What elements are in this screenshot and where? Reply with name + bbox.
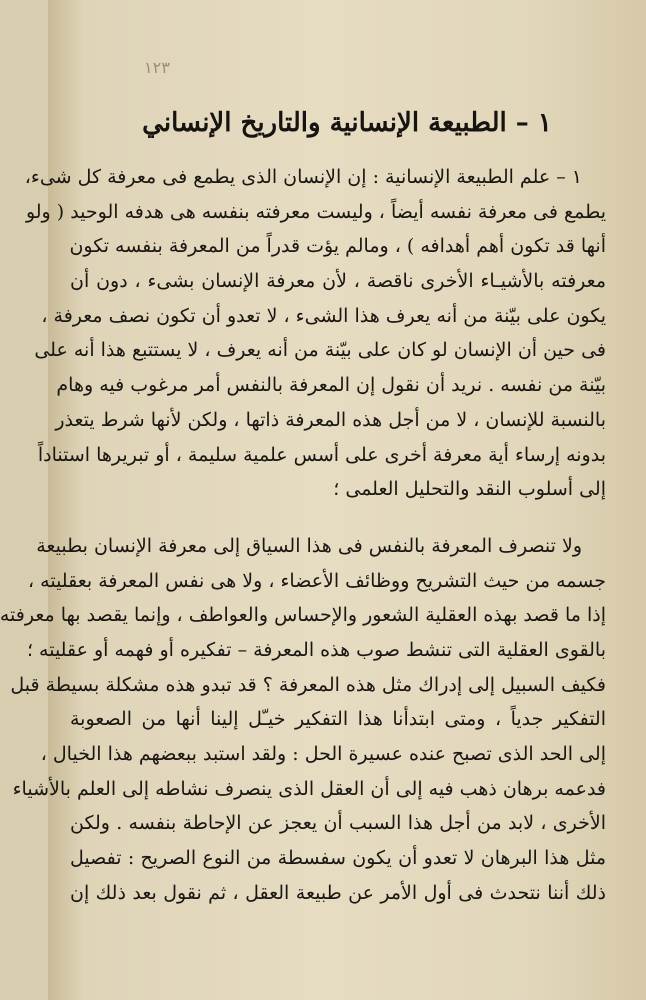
text-line: إذا ما قصد بهذه العقلية الشعور والإحساس والعواطف ، وإنما يقصد بها معرفته: [0, 604, 606, 627]
paragraph-2: [0, 529, 606, 911]
body-text: [0, 160, 606, 910]
text-line: فدعمه برهان ذهب فيه إلى أن العقل الذى ينصرف نشاطه إلى العلم بالأشياء: [12, 777, 606, 800]
paragraph-1: [24, 160, 606, 507]
chapter-title: ١ – الطبيعة الإنسانية والتاريخ الإنساني: [142, 108, 552, 138]
text-line: الأخرى ، لابد من أجل هذا السبب أن يعجز عن الإحاطة بنفسه . ولكن: [70, 812, 606, 835]
text-line: فكيف السبيل إلى إدراك مثل هذه المعرفة ؟ قد تبدو هذه مشكلة بسيطة قبل: [10, 673, 606, 696]
text-line: التفكير جدياً ، ومتى ابتدأنا هذا التفكير خيـّل إلينا أنها من الصعوبة: [70, 708, 606, 731]
text-line: يكون على بيّنة من أنه يعرف هذا الشىء ، لا تعدو أن تكون نصف معرفة ،: [41, 304, 606, 327]
text-line: ١ – علم الطبيعة الإنسانية : إن الإنسان الذى يطمع فى معرفة كل شىء،: [24, 166, 582, 188]
text-line: جسمه من حيث التشريح ووظائف الأعضاء ، ولا هى نفس المعرفة بعقليته ،: [27, 569, 606, 592]
text-line: ذلك أننا نتحدث فى أول الأمر عن طبيعة العقل ، ثم نقول بعد ذلك إن: [70, 881, 606, 904]
text-line: معرفته بالأشيـاء الأخرى ناقصة ، لأن معرفة الإنسان بشىء ، دون أن: [70, 270, 606, 293]
page-number: ١٢٣: [144, 58, 170, 77]
text-line: يطمع فى معرفة نفسه أيضاً ، وليست معرفته بنفسه هى هدفه الوحيد ( ولو: [25, 200, 606, 223]
text-line: بالقوى العقلية التى تنشط صوب هذه المعرفة – تفكيره أو فهمه أو عقليته ؛: [26, 638, 606, 661]
text-line: مثل هذا البرهان لا تعدو أن يكون سفسطة من النوع الصريح : تفصيل: [70, 847, 606, 870]
text-line: بيّنة من نفسه . نريد أن نقول إن المعرفة بالنفس أمر مرغوب فيه وهام: [56, 374, 606, 397]
text-line: أنها قد تكون أهم أهدافه ) ، ومالم يؤت قدراً من المعرفة بنفسه تكون: [69, 235, 606, 258]
text-line: إلى الحد الذى تصبح عنده عسيرة الحل : ولقد استبد ببعضهم هذا الخيال ،: [40, 743, 606, 765]
text-line: بدونه إرساء أية معرفة أخرى على أسس علمية سليمة ، أو تبريرها استناداً: [37, 443, 606, 466]
paragraph-gap: [70, 507, 606, 529]
text-line: ولا تنصرف المعرفة بالنفس فى هذا السياق إلى معرفة الإنسان بطبيعة: [36, 534, 582, 557]
text-line: إلى أسلوب النقد والتحليل العلمى ؛: [333, 478, 606, 501]
text-line: فى حين أن الإنسان لو كان على بيّنة من أنه يعرف ، لا يستتبع هذا أنه على: [34, 339, 606, 362]
text-line: بالنسبة للإنسان ، لا من أجل هذه المعرفة ذاتها ، ولكن لأنها شرط يتعذر: [55, 408, 606, 431]
